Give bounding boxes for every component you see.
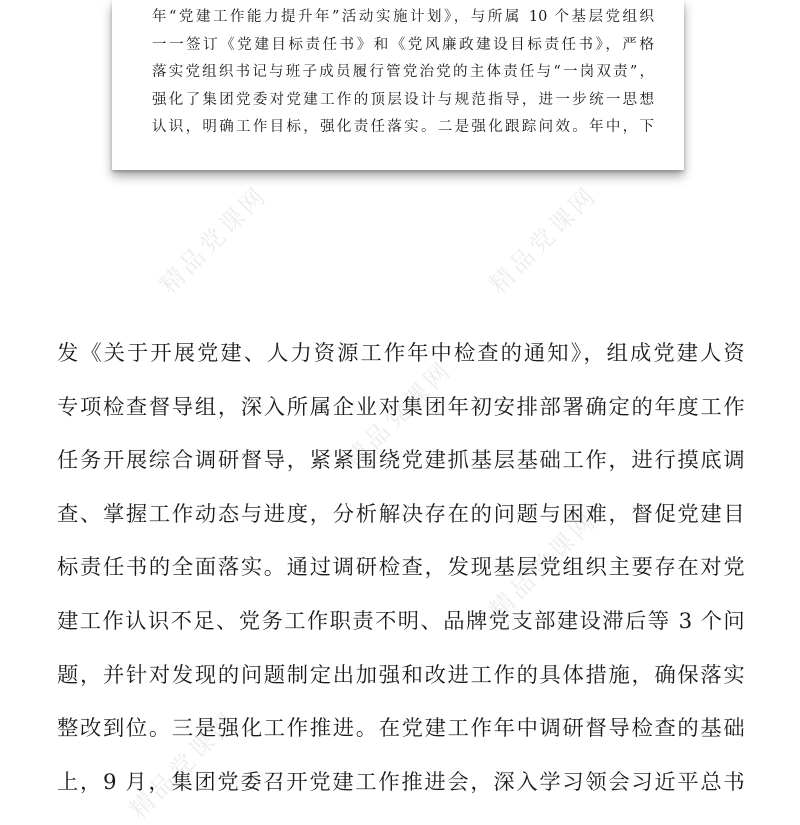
card-text-line: 落实党组织书记与班子成员履行管党治党的主体责任与“一岗双责”， [152, 64, 654, 80]
watermark: 精品党课网 [484, 180, 604, 300]
card-text-line: 年“党建工作能力提升年”活动实施计划》，与所属 10 个基层党组织 [152, 9, 654, 25]
watermark: 精品党课网 [339, 355, 459, 475]
body-text-line: 建工作认识不足、党务工作职责不明、品牌党支部建设滞后等 3 个问 [57, 608, 745, 634]
body-text-line: 整改到位。三是强化工作推进。在党建工作年中调研督导检查的基础 [57, 716, 745, 742]
watermark: 精品党课网 [154, 180, 274, 300]
watermark: 精品党课网 [484, 505, 604, 625]
card-text-line: 一一签订《党建目标责任书》和《党风廉政建设目标责任书》，严格 [152, 36, 654, 53]
body-text-line: 上，9 月，集团党委召开党建工作推进会，深入学习领会习近平总书 [57, 769, 745, 795]
body-text-line: 查、掌握工作动态与进度，分析解决存在的问题与困难，督促党建目 [57, 501, 745, 527]
card-text-line: 强化了集团党委对党建工作的顶层设计与规范指导，进一步统一思想 [152, 91, 654, 108]
body-text-line: 题，并针对发现的问题制定出加强和改进工作的具体措施，确保落实 [57, 662, 745, 688]
watermark: 精品党课网 [124, 705, 244, 825]
body-paragraph [57, 327, 745, 809]
body-text-line: 任务开展综合调研督导，紧紧围绕党建抓基层基础工作，进行摸底调 [57, 448, 745, 474]
body-text-line: 专项检查督导组，深入所属企业对集团年初安排部署确定的年度工作 [57, 394, 745, 420]
card-text-line: 认识，明确工作目标，强化责任落实。二是强化跟踪问效。年中，下 [152, 119, 654, 135]
body-text-line: 标责任书的全面落实。通过调研检查，发现基层党组织主要存在对党 [57, 555, 745, 581]
body-text-line: 发《关于开展党建、人力资源工作年中检查的通知》，组成党建人资 [57, 341, 745, 366]
document-page-card [112, 0, 684, 170]
